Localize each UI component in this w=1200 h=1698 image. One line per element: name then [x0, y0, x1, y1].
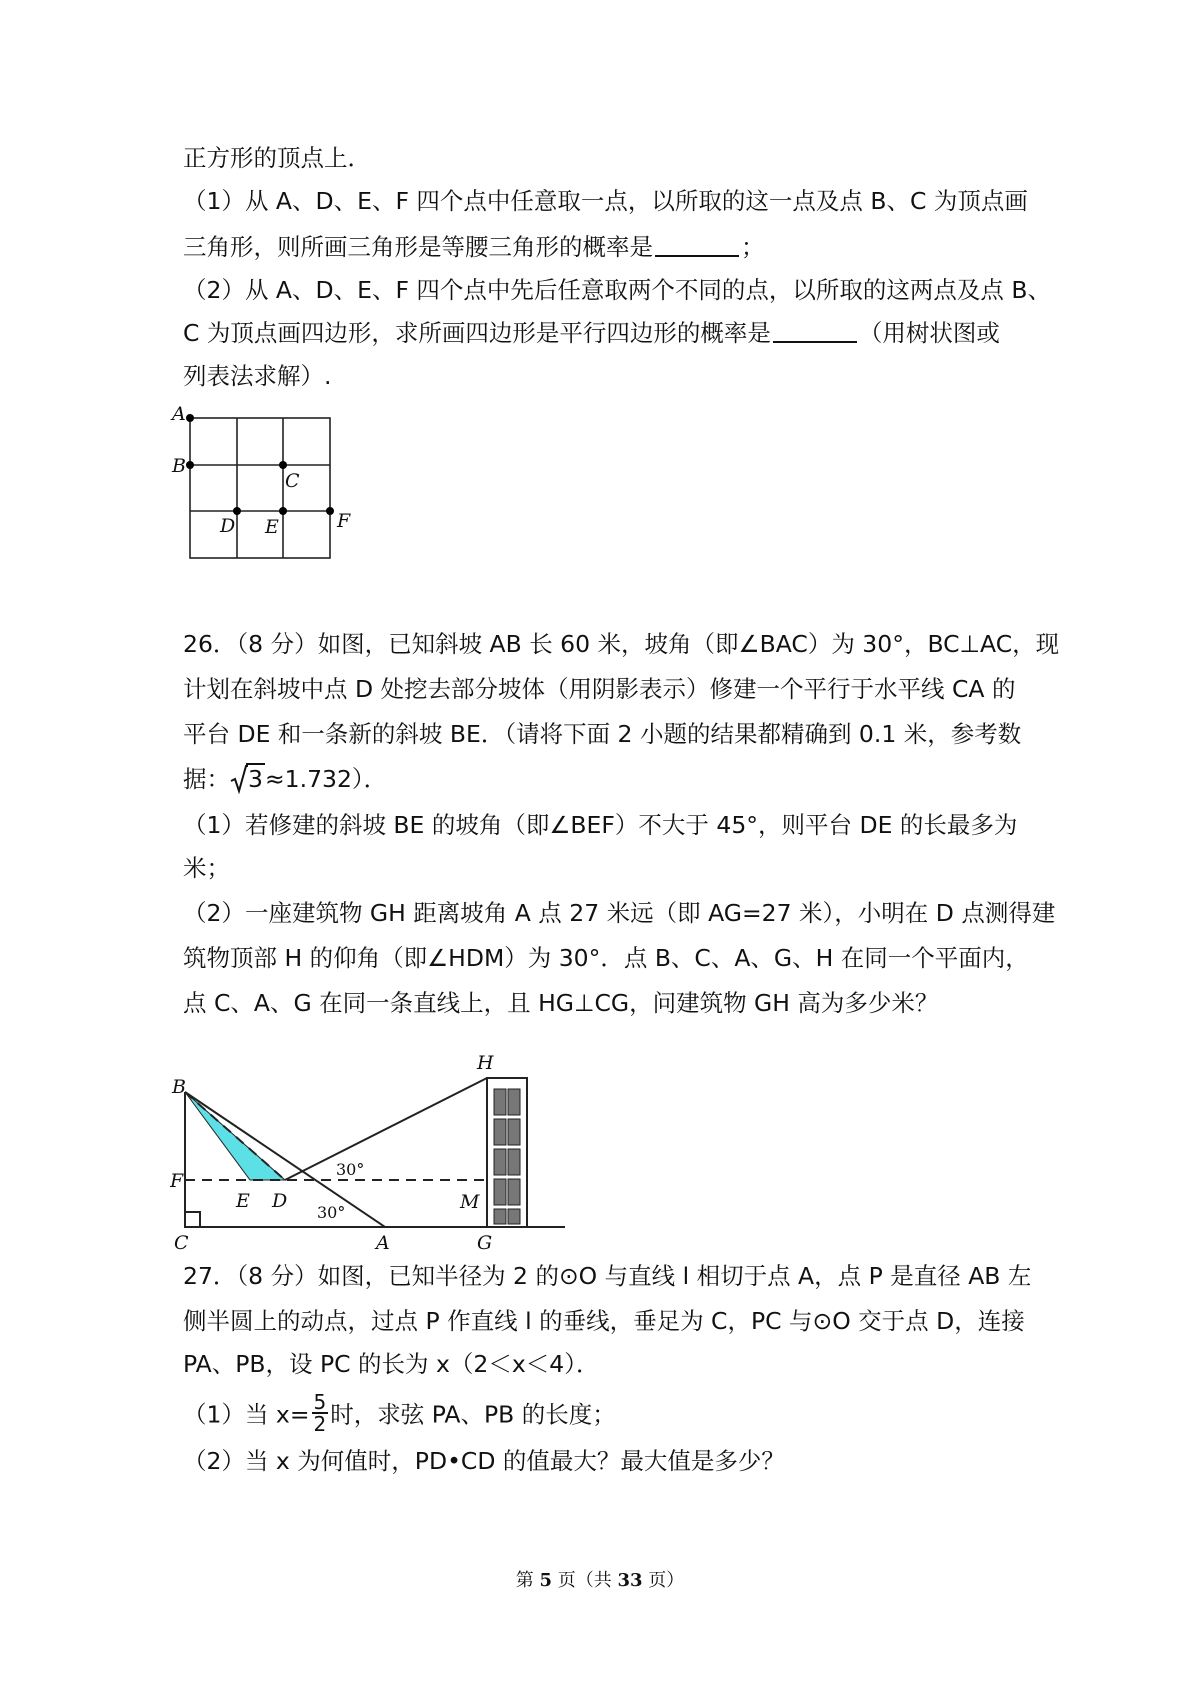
q27-line3: PA、PB，设 PC 的长为 x（2＜x＜4）． [183, 1350, 600, 1378]
label-e: E [265, 516, 279, 538]
q27-part1-prefix: （1）当 x= [183, 1400, 310, 1429]
fraction-numerator: 5 [313, 1390, 327, 1414]
label-d: D [272, 1190, 288, 1212]
sqrt-radicand: 3 [248, 765, 263, 793]
q25-part2-text: C 为顶点画四边形，求所画四边形是平行四边形的概率是 [183, 319, 771, 347]
grid-figure [170, 400, 370, 570]
label-h: H [477, 1052, 494, 1074]
label-c: C [174, 1232, 189, 1254]
q25-part1-end: ； [741, 233, 765, 261]
q26-part2-line3: 点 C、A、G 在同一条直线上，且 HG⊥CG，问建筑物 GH 高为多少米？ [183, 989, 939, 1017]
q25-part1-line2 [183, 232, 1033, 262]
label-g: G [477, 1232, 493, 1254]
label-b: B [172, 455, 186, 477]
angle-hdm-label: 30° [336, 1160, 365, 1179]
q27-line1: 27．（8 分）如图，已知半径为 2 的⊙O 与直线 l 相切于点 A，点 P 是直径 AB 左 [183, 1262, 1032, 1290]
q25-part2-text-end: （用树状图或 [858, 319, 1000, 347]
angle-bac-label: 30° [317, 1203, 346, 1222]
q27-part1-suffix: 时，求弦 PA、PB 的长度； [330, 1400, 616, 1429]
sqrt-expression [230, 764, 265, 794]
q26-part2-line1: （2）一座建筑物 GH 距离坡角 A 点 27 米远（即 AG=27 米），小明在 D 点测得建 [183, 899, 1056, 927]
point-e [279, 507, 287, 515]
q26-part1-line1: （1）若修建的斜坡 BE 的坡角（即∠BEF）不大于 45°，则平台 DE 的长最多为 [183, 811, 1018, 839]
answer-blank [655, 233, 739, 257]
q26-data-prefix: 据： [183, 765, 230, 793]
label-e: E [236, 1190, 250, 1212]
q26-data-value: ≈1.732）． [264, 765, 388, 793]
q25-part2-line2 [183, 318, 1033, 348]
label-f: F [337, 510, 351, 532]
q26-line2: 计划在斜坡中点 D 处挖去部分坡体（用阴影表示）修建一个平行于水平线 CA 的 [183, 675, 1016, 703]
q25-tail: 正方形的顶点上． [183, 144, 371, 172]
label-f: F [170, 1170, 184, 1192]
label-a: A [172, 403, 186, 425]
label-b: B [172, 1076, 186, 1098]
point-d [233, 507, 241, 515]
slope-building-figure [170, 1035, 570, 1255]
q26-part2-line2: 筑物顶部 H 的仰角（即∠HDM）为 30°．点 B、C、A、G、H 在同一个平面内， [183, 944, 1029, 972]
point-a [186, 414, 194, 422]
q26-line3: 平台 DE 和一条新的斜坡 BE．（请将下面 2 小题的结果都精确到 0.1 米，参考数 [183, 720, 1022, 748]
point-f [326, 507, 334, 515]
label-m: M [460, 1191, 480, 1213]
label-a: A [376, 1232, 390, 1254]
page-footer [0, 1566, 1200, 1592]
q25-part1-text: 三角形，则所画三角形是等腰三角形的概率是 [183, 233, 653, 261]
q25-part1-line1: （1）从 A、D、E、F 四个点中任意取一点，以所取的这一点及点 B、C 为顶点画 [183, 187, 1028, 215]
q26-line4 [183, 764, 1033, 794]
point-c [279, 461, 287, 469]
q26-part1-line2: 米； [183, 854, 230, 882]
footer-post: 页） [642, 1570, 685, 1591]
building-windows [494, 1089, 520, 1224]
footer-page-total: 33 [617, 1570, 643, 1591]
q27-part2: （2）当 x 为何值时，PD•CD 的值最大？最大值是多少？ [183, 1447, 785, 1475]
footer-pre: 第 [515, 1570, 540, 1591]
q25-part2-line1: （2）从 A、D、E、F 四个点中先后任意取两个不同的点，以所取的这两点及点 B、 [183, 276, 1052, 304]
q26-line1: 26．（8 分）如图，已知斜坡 AB 长 60 米，坡角（即∠BAC）为 30°，BC⊥AC，现 [183, 630, 1060, 658]
q27-line2: 侧半圆上的动点，过点 P 作直线 l 的垂线，垂足为 C，PC 与⊙O 交于点 D，连接 [183, 1307, 1025, 1335]
point-b [186, 461, 194, 469]
footer-mid: 页（共 [552, 1570, 618, 1591]
fraction-five-halves [312, 1392, 329, 1434]
q25-part2-line3: 列表法求解）. [183, 362, 332, 390]
label-d: D [220, 515, 236, 537]
label-c: C [285, 470, 300, 492]
q27-part1 [183, 1390, 1033, 1436]
fraction-denominator: 2 [313, 1412, 327, 1436]
answer-blank [773, 319, 857, 343]
footer-page-number: 5 [539, 1570, 552, 1591]
